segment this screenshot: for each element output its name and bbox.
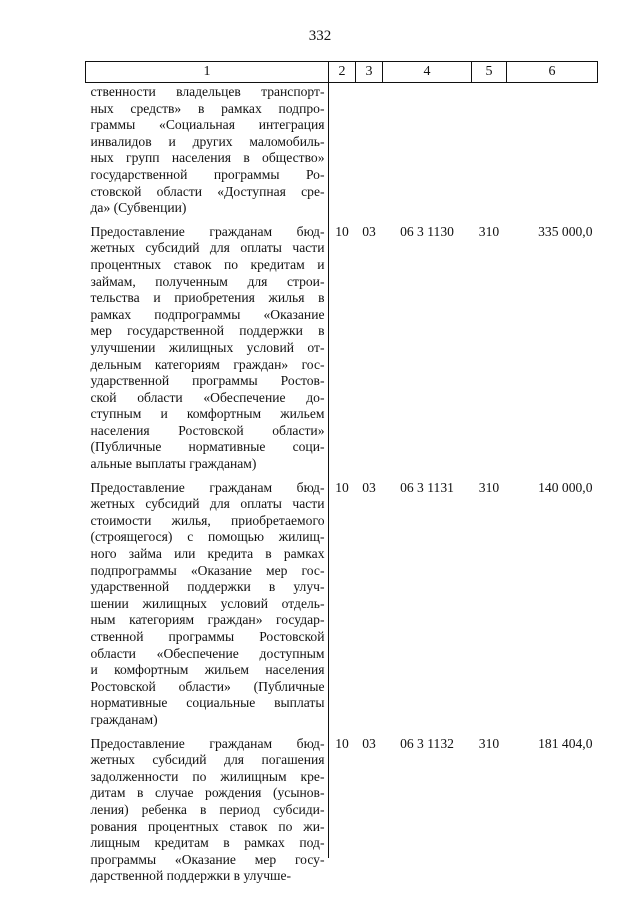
header-col-5: 5 bbox=[472, 62, 507, 83]
row-name-line: ственной программы Ростовской bbox=[90, 629, 325, 644]
row-section: 10 bbox=[335, 223, 349, 239]
row-name-line: дитам в случае рождения (усынов- bbox=[90, 785, 325, 801]
row-name bbox=[86, 735, 329, 891]
table-row bbox=[86, 223, 598, 479]
table-row bbox=[86, 735, 598, 891]
header-col-1: 1 bbox=[86, 62, 329, 83]
row-name-line: ления) ребенка в период субсиди- bbox=[90, 801, 325, 817]
row-name bbox=[86, 223, 329, 479]
table-body bbox=[86, 83, 598, 891]
row-name-line: задолженности по жилищным кре- bbox=[90, 768, 325, 784]
row-name-line: области «Обеспечение доступным bbox=[90, 645, 325, 661]
row-amount: 140 000,0 bbox=[538, 479, 593, 495]
row-name-line: ственности владельцев транспорт- bbox=[90, 84, 325, 99]
row-subsection: 03 bbox=[362, 735, 376, 751]
row-name-line: ных групп населения в общество» bbox=[90, 150, 325, 166]
row-name-line: тельства и приобретения жилья в bbox=[90, 290, 325, 306]
row-name-line: подпрограммы «Оказание мер гос- bbox=[90, 562, 325, 578]
row-expense-type: 310 bbox=[478, 479, 500, 495]
row-name-line: ударственной программы Ростов- bbox=[90, 373, 325, 389]
row-name-line: и комфортным жильем населения bbox=[90, 662, 325, 678]
row-name-line: ступным и комфортным жильем bbox=[90, 406, 325, 422]
row-name-line: шении жилищных условий отдель- bbox=[90, 595, 325, 611]
row-name-line: (строящегося) с помощью жилищ- bbox=[90, 529, 325, 545]
row-name bbox=[86, 83, 329, 223]
row-name-line: жетных субсидий для погашения bbox=[90, 752, 325, 768]
row-section: 10 bbox=[335, 479, 349, 495]
row-name-line: инвалидов и других маломобиль- bbox=[90, 133, 325, 149]
row-name-line: жетных субсидий для оплаты части bbox=[90, 496, 325, 512]
row-name-line: лищным кредитам в рамках под- bbox=[90, 835, 325, 851]
row-name-line: Предоставление гражданам бюд- bbox=[90, 735, 325, 751]
row-name-line: ударственной поддержки в улуч- bbox=[90, 579, 325, 595]
row-name-line: дарственной поддержки в улучше- bbox=[90, 868, 292, 884]
row-name-line: стоимости жилья, приобретаемого bbox=[90, 512, 325, 528]
row-name-line: жетных субсидий для оплаты части bbox=[90, 240, 325, 256]
row-subsection: 03 bbox=[362, 223, 376, 239]
row-section bbox=[329, 83, 356, 223]
row-name-line: ской области «Обеспечение до- bbox=[90, 389, 325, 405]
row-name-line: займам, полученным для строи- bbox=[90, 273, 325, 289]
row-name-line: мер государственной поддержки в bbox=[90, 323, 325, 339]
row-expense-type bbox=[472, 83, 507, 223]
row-name-line: нормативные социальные выплаты bbox=[90, 695, 325, 711]
row-target-article: 06 3 1130 bbox=[400, 223, 454, 239]
row-name-line: улучшении жилищных условий от- bbox=[90, 339, 325, 355]
table-row bbox=[86, 83, 598, 223]
row-name-line: Ростовской области» (Публичные bbox=[90, 678, 325, 694]
row-amount bbox=[507, 83, 598, 223]
row-name-line: программы «Оказание мер госу- bbox=[90, 851, 325, 867]
row-name-line: гражданам) bbox=[90, 711, 158, 727]
row-name-line: рования процентных ставок по жи- bbox=[90, 818, 325, 834]
row-name-line: государственной программы Ро- bbox=[90, 166, 325, 182]
row-name-line: рамках подпрограммы «Оказание bbox=[90, 306, 325, 322]
row-name-line: ных средств» в рамках подпро- bbox=[90, 100, 325, 116]
row-name-line: альные выплаты гражданам) bbox=[90, 456, 257, 472]
row-section: 10 bbox=[335, 735, 349, 751]
row-name-line: граммы «Социальная интеграция bbox=[90, 117, 325, 133]
row-name-line: процентных ставок по кредитам и bbox=[90, 256, 325, 272]
table-row bbox=[86, 479, 598, 735]
row-target-article bbox=[383, 83, 472, 223]
row-subsection bbox=[356, 83, 383, 223]
row-name-line: населения Ростовской области» bbox=[90, 422, 325, 438]
row-target-article: 06 3 1131 bbox=[400, 479, 454, 495]
row-name-line: дельным категориям граждан» гос- bbox=[90, 356, 325, 372]
header-col-6: 6 bbox=[507, 62, 598, 83]
header-col-4: 4 bbox=[383, 62, 472, 83]
row-name bbox=[86, 479, 329, 735]
page-number: 332 bbox=[308, 28, 332, 44]
row-name-line: да» (Субвенции) bbox=[90, 200, 187, 216]
row-subsection: 03 bbox=[362, 479, 376, 495]
row-amount: 181 404,0 bbox=[538, 735, 593, 751]
header-col-2: 2 bbox=[329, 62, 356, 83]
row-name-line: Предоставление гражданам бюд- bbox=[90, 223, 325, 239]
row-name-line: Предоставление гражданам бюд- bbox=[90, 479, 325, 495]
budget-table bbox=[85, 61, 598, 891]
row-name-line: ного займа или кредита в рамках bbox=[90, 546, 325, 562]
row-target-article: 06 3 1132 bbox=[400, 735, 454, 751]
row-amount: 335 000,0 bbox=[538, 223, 593, 239]
row-expense-type: 310 bbox=[478, 735, 500, 751]
row-name-line: (Публичные нормативные соци- bbox=[90, 439, 325, 455]
header-col-3: 3 bbox=[356, 62, 383, 83]
row-name-line: стовской области «Доступная сре- bbox=[90, 183, 325, 199]
row-expense-type: 310 bbox=[478, 223, 500, 239]
row-name-line: ным категориям граждан» государ- bbox=[90, 612, 325, 628]
header-row bbox=[86, 62, 598, 83]
